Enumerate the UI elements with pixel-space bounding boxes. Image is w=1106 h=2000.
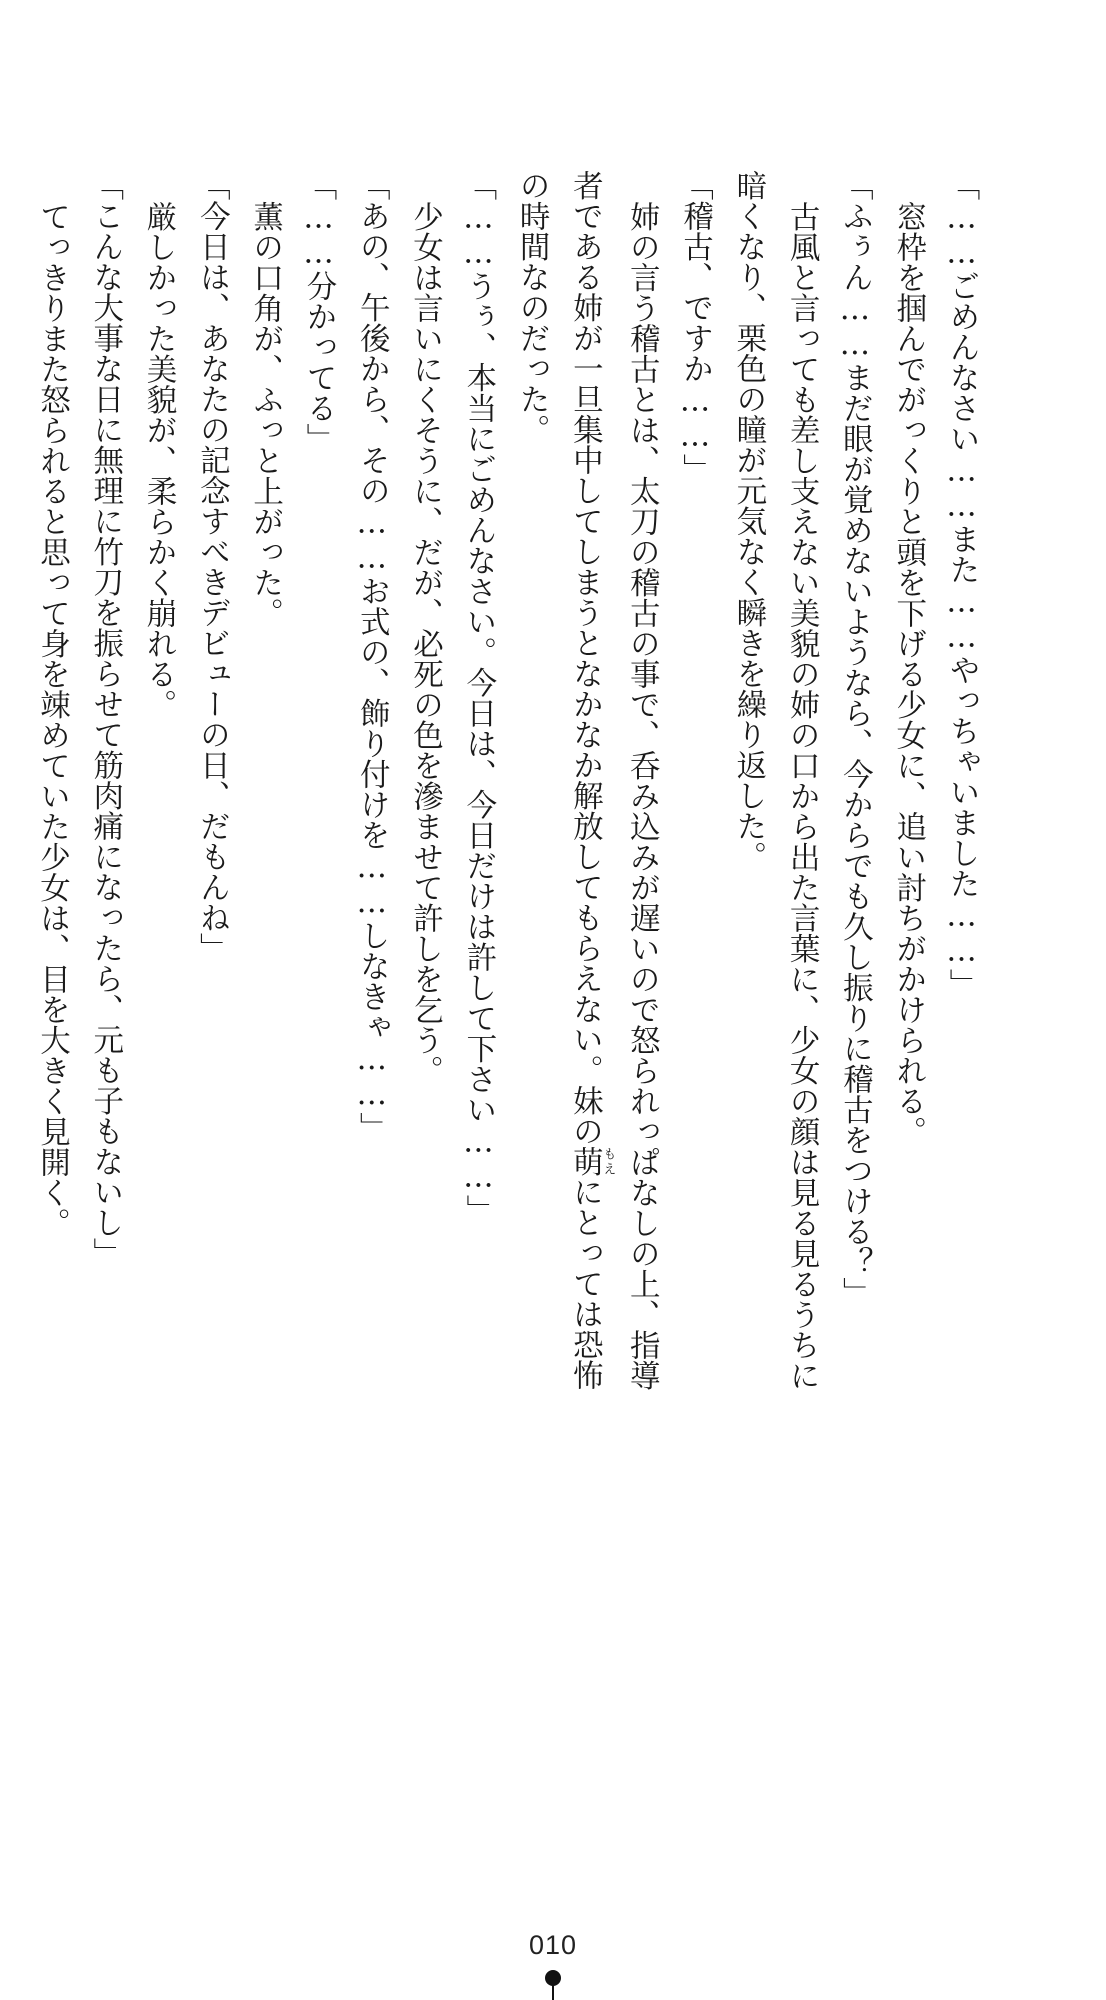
text-line: 「今日は、あなたの記念すべきデビューの日、だもんね」 [194,170,230,963]
text-line: 「……ごめんなさい……また……やっちゃいました……」 [944,170,979,999]
text-line: 窓枠を掴んでがっくりと頭を下げる少女に、追い討ちがかけられる。 [890,200,926,1146]
text-line: 「……うぅ、本当にごめんなさい。今日は、今日だけは許して下さい……」 [460,170,496,1225]
page-number: 010 [528,1930,578,1960]
text-line: 古風と言っても差し支えない美貌の姉の口から出た言葉に、少女の顔は見る見るうちに [784,200,820,1390]
text-line: の時間なのだった。 [514,170,550,445]
text-line: 薫の口角が、ふっと上がった。 [247,200,283,628]
text-line: 厳しかった美貌が、柔らかく崩れる。 [141,200,177,719]
text-line: てっきりまた怒られると思って身を竦めていた少女は、目を大きく見開く。 [34,200,70,1238]
text-line: 「こんな大事な日に無理に竹刀を振らせて筋肉痛になったら、元も子もないし」 [87,170,123,1268]
text-line [558,170,615,1500]
text-line: 「あの、午後から、その……お式の、飾り付けを……しなきゃ……」 [354,170,390,1143]
text-line: 暗くなり、栗色の瞳が元気なく瞬きを繰り返した。 [730,170,766,872]
text-line: 「ふぅん……まだ眼が覚めないようなら、今からでも久し振りに稽古をつける？」 [837,170,873,1308]
text-segment: にとっては恐怖 [567,1176,603,1390]
text-line: 少女は言いにくそうに、だが、必死の色を滲ませて許しを乞う。 [407,200,443,1085]
ruby-reading: もえ [600,1146,616,1177]
text-line: 姉の言う稽古とは、太刀の稽古の事で、呑み込みが遅いので怒られっぱなしの上、指導 [624,200,660,1390]
ruby-annotation [567,1146,616,1177]
text-line: 「稽古、ですか……」 [677,170,713,484]
ruby-base: 萌 [567,1146,603,1177]
text-segment: 者である姉が一旦集中してしまうとなかなか解放してもらえない。妹の [567,170,603,1146]
text-line: 「……分かってる」 [300,170,336,454]
body-text [34,170,988,1500]
page-marker-stem [552,1984,554,2000]
